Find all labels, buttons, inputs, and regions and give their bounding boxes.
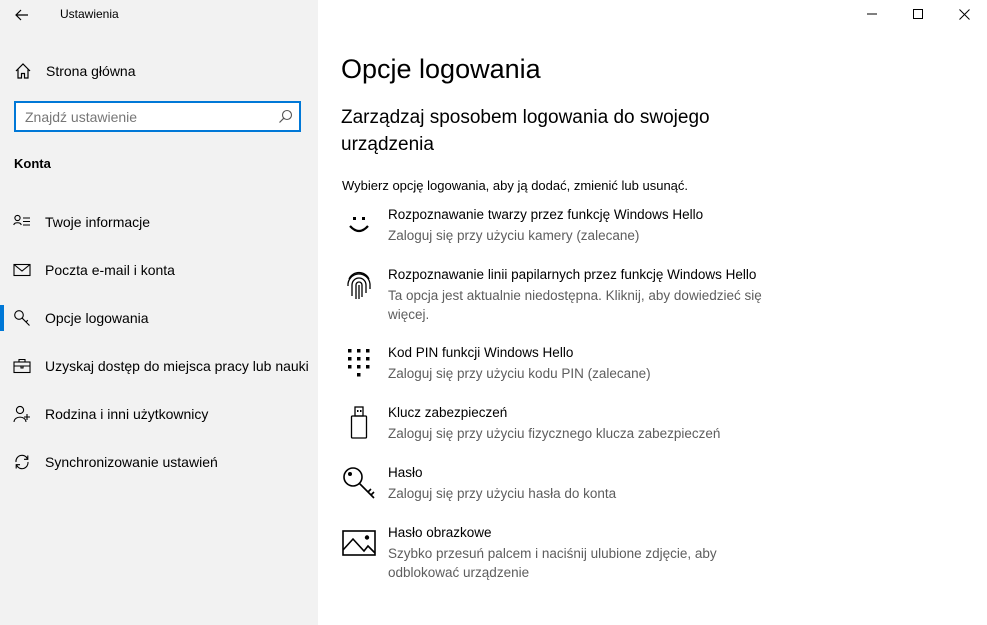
close-button[interactable]: [941, 0, 987, 28]
home-nav-item[interactable]: [0, 54, 318, 88]
keypad-icon: [341, 345, 377, 381]
maximize-button[interactable]: [895, 0, 941, 28]
face-icon: [341, 207, 377, 243]
sidebar-item-label: Rodzina i inni użytkownicy: [45, 406, 209, 422]
password-key-icon: [341, 465, 377, 501]
sync-icon: [13, 453, 31, 471]
fingerprint-icon: [341, 267, 377, 303]
option-title: Hasło: [388, 465, 423, 480]
close-icon: [959, 9, 970, 20]
search-icon[interactable]: [278, 109, 293, 124]
picture-icon: [341, 525, 377, 561]
subheading: Zarządzaj sposobem logowania do swojego urządzenia: [341, 107, 710, 155]
option-description: Zaloguj się przy użyciu fizycznego klucza zabezpieczeń: [388, 426, 721, 441]
intro-text: Wybierz opcję logowania, aby ją dodać, zmienić lub usunąć.: [342, 178, 689, 193]
home-label: Strona główna: [46, 63, 136, 79]
option-description: Zaloguj się przy użyciu hasła do konta: [388, 486, 617, 501]
option-title: Kod PIN funkcji Windows Hello: [388, 345, 574, 360]
usb-key-icon: [341, 405, 377, 441]
active-indicator: [0, 305, 4, 331]
search-box[interactable]: [14, 101, 301, 132]
sidebar-item-your-info[interactable]: [0, 202, 318, 242]
sidebar-item-label: Poczta e-mail i konta: [45, 262, 175, 278]
briefcase-icon: [13, 357, 31, 375]
page-title: Opcje logowania: [341, 54, 541, 84]
sidebar-item-label: Uzyskaj dostęp do miejsca pracy lub nauki: [45, 358, 309, 374]
sidebar-item-label: Twoje informacje: [45, 214, 151, 230]
mail-icon: [13, 261, 31, 279]
sidebar-item-work-school[interactable]: [0, 346, 318, 386]
sidebar-item-label: Opcje logowania: [45, 310, 149, 326]
back-arrow-icon: [15, 9, 29, 21]
sidebar-item-email-accounts[interactable]: [0, 250, 318, 290]
sidebar-item-sync-settings[interactable]: [0, 442, 318, 482]
person-add-icon: [13, 405, 31, 423]
option-description: Zaloguj się przy użyciu kamery (zalecane): [388, 228, 640, 243]
option-description: Ta opcja jest aktualnie niedostępna. Kliknij, aby dowiedzieć się więcej.: [388, 288, 762, 322]
option-title: Hasło obrazkowe: [388, 525, 492, 540]
back-button[interactable]: [0, 0, 44, 30]
key-icon: [13, 309, 31, 327]
option-description: Zaloguj się przy użyciu kodu PIN (zalecane): [388, 366, 651, 381]
person-card-icon: [13, 213, 31, 231]
home-icon: [14, 62, 32, 80]
sidebar-item-sign-in-options[interactable]: [0, 298, 318, 338]
option-description: Szybko przesuń palcem i naciśnij ulubione zdjęcie, aby odblokować urządzenie: [388, 546, 717, 580]
minimize-button[interactable]: [849, 0, 895, 28]
minimize-icon: [867, 9, 877, 19]
app-title: Ustawienia: [60, 7, 119, 21]
option-title: Rozpoznawanie linii papilarnych przez funkcję Windows Hello: [388, 267, 757, 282]
section-title: Konta: [14, 156, 51, 171]
search-input[interactable]: [16, 103, 266, 130]
sidebar-item-family-users[interactable]: [0, 394, 318, 434]
option-title: Klucz zabezpieczeń: [388, 405, 508, 420]
maximize-icon: [913, 9, 923, 19]
option-title: Rozpoznawanie twarzy przez funkcję Windows Hello: [388, 207, 704, 222]
sidebar-item-label: Synchronizowanie ustawień: [45, 454, 218, 470]
sidebar: [0, 0, 318, 625]
main-content: [318, 0, 987, 625]
